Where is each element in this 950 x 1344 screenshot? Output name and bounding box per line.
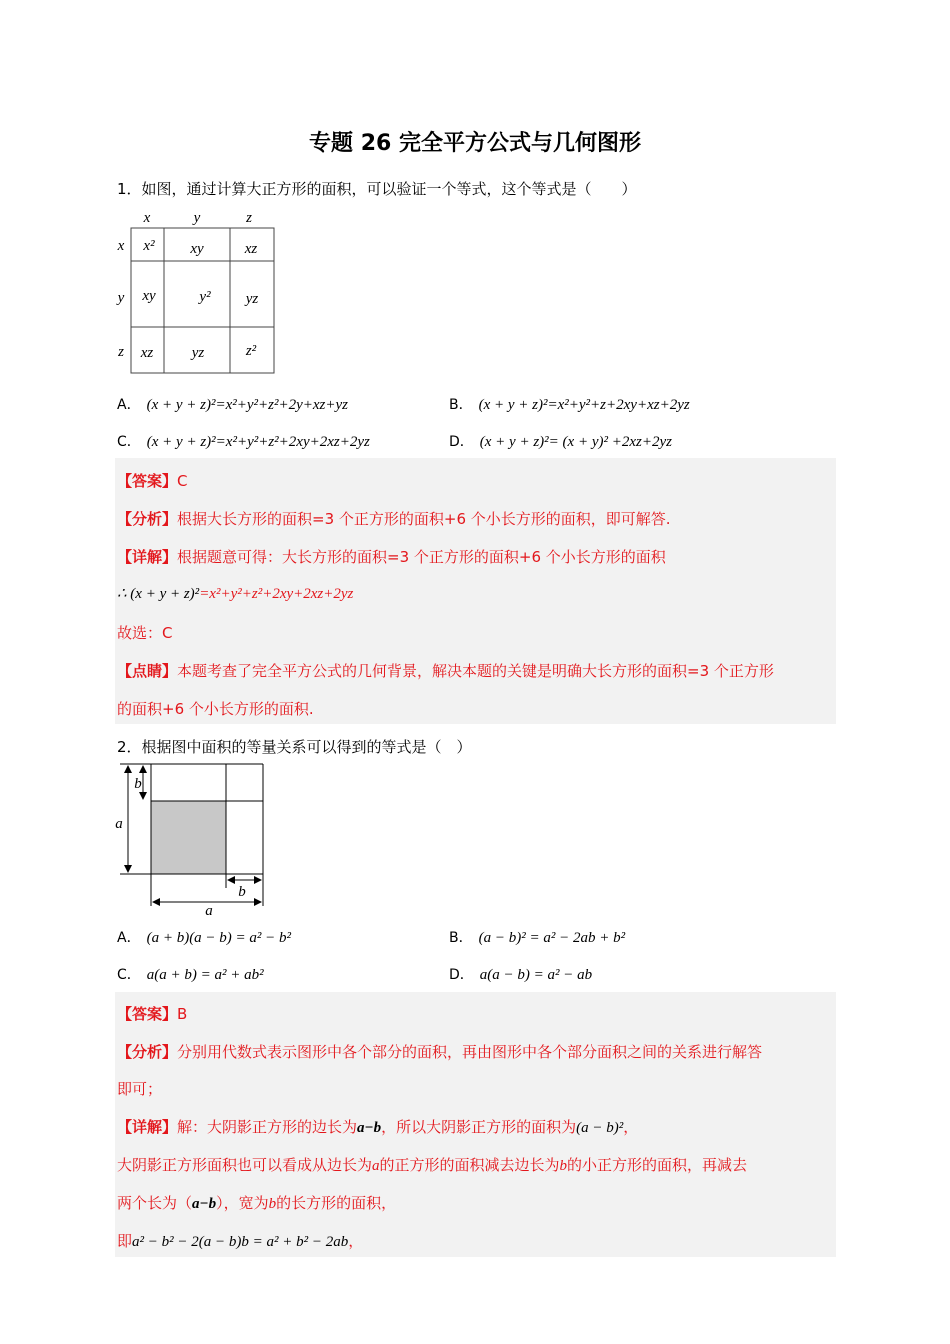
option-label: D． (449, 434, 474, 450)
option-c[interactable] (117, 964, 264, 984)
q2-detail (117, 1116, 638, 1137)
option-label: C． (117, 967, 141, 983)
question-2-stem: 2．根据图中面积的等量关系可以得到的等式是（ ） (117, 738, 472, 756)
shaded-square (151, 801, 226, 874)
option-expr: a(a − b) = a² − ab (479, 967, 593, 983)
answer-tag: 【答案】 (117, 1005, 178, 1023)
option-label: B． (449, 397, 473, 413)
detail-text: 解：大阴影正方形的边长为 (177, 1118, 358, 1136)
cell-yz: yz (191, 345, 205, 361)
cell-xz: xz (140, 345, 154, 361)
option-label: C． (117, 434, 141, 450)
q1-grid-figure (112, 206, 282, 378)
detail-text: ， (623, 1118, 639, 1136)
option-c[interactable] (117, 431, 370, 451)
q2-detail-line2 (117, 1154, 747, 1175)
q1-answer (117, 470, 188, 491)
col-label-y: y (193, 210, 201, 226)
option-label: D． (449, 967, 474, 983)
option-label: A． (117, 930, 141, 946)
detail-math: a−b (192, 1196, 217, 1212)
col-label-z: z (246, 210, 252, 226)
analysis-text: 分别用代数式表示图形中各个部分的面积，再由图形中各个部分面积之间的关系进行解答 (177, 1043, 763, 1061)
cell-x2: x² (143, 238, 155, 254)
q2-answer (117, 1003, 187, 1024)
therefore-rhs: =x²+y²+z²+2xy+2xz+2yz (199, 586, 354, 602)
detail-math: a² − b² − 2(a − b)b = a² + b² − 2ab (132, 1234, 349, 1250)
question-1-stem: 1．如图，通过计算大正方形的面积，可以验证一个等式，这个等式是（ ） (117, 180, 637, 198)
option-expr: a(a + b) = a² + ab² (146, 967, 264, 983)
option-label: B． (449, 930, 473, 946)
col-label-x: x (143, 210, 151, 226)
option-lhs: (x + y + z)² (478, 397, 548, 413)
q2-square-figure (110, 760, 270, 920)
detail-text: ，所以大阴影正方形的面积为 (381, 1118, 577, 1136)
detail-text: 的长方形的面积， (276, 1194, 397, 1212)
option-a[interactable] (117, 927, 291, 947)
detail-math: b (559, 1158, 568, 1174)
q1-detail (117, 546, 666, 567)
detail-math: a−b (357, 1120, 382, 1136)
label-a-bottom: a (205, 903, 213, 919)
q1-comment (117, 660, 774, 681)
option-rhs: = (x + y)² +2xz+2yz (548, 434, 672, 450)
detail-text: ， (348, 1232, 364, 1250)
q1-therefore (117, 584, 353, 603)
label-b-bottom: b (238, 884, 246, 900)
answer-value: C (177, 472, 188, 490)
cell-xz: xz (244, 241, 258, 257)
option-lhs: (x + y + z)² (146, 434, 216, 450)
detail-math: a (372, 1158, 380, 1174)
q1-comment-line2: 的面积+6 个小长方形的面积. (117, 700, 314, 718)
cell-y2: y² (199, 289, 211, 305)
q2-detail-line4 (117, 1230, 363, 1251)
detail-tag: 【详解】 (117, 1118, 178, 1136)
comment-tag: 【点睛】 (117, 662, 178, 680)
label-a-left: a (115, 816, 123, 832)
cell-xy: xy (142, 288, 156, 304)
q1-choice: 故选：C (117, 624, 173, 642)
detail-text: 根据题意可得：大长方形的面积=3 个正方形的面积+6 个小长方形的面积 (177, 548, 666, 566)
option-lhs: (x + y + z)² (479, 434, 549, 450)
detail-text: 的正方形的面积减去边长为 (379, 1156, 560, 1174)
cell-z2: z² (245, 343, 257, 359)
option-expr: (a + b)(a − b) = a² − b² (146, 930, 292, 946)
detail-tag: 【详解】 (117, 548, 178, 566)
comment-text: 本题考查了完全平方公式的几何背景，解决本题的关键是明确大长方形的面积=3 个正方形 (177, 662, 774, 680)
answer-tag: 【答案】 (117, 472, 178, 490)
row-label-z: z (118, 344, 124, 360)
detail-math: b (268, 1196, 277, 1212)
therefore-lhs: ∴ (x + y + z)² (117, 586, 200, 602)
label-b-top: b (134, 776, 142, 792)
row-label-y: y (117, 290, 125, 306)
option-b[interactable] (449, 927, 625, 947)
cell-yz: yz (245, 291, 259, 307)
option-b[interactable] (449, 394, 690, 414)
q2-analysis (117, 1041, 762, 1062)
detail-text: 即 (117, 1232, 133, 1250)
detail-math: (a − b)² (576, 1120, 624, 1136)
analysis-tag: 【分析】 (117, 510, 178, 528)
page-title: 专题 26 完全平方公式与几何图形 (309, 131, 641, 156)
q1-analysis (117, 508, 671, 529)
q2-analysis-line2: 即可； (117, 1080, 163, 1098)
detail-text: 的小正方形的面积，再减去 (567, 1156, 748, 1174)
answer-value: B (177, 1005, 188, 1023)
detail-text: ），宽为 (216, 1194, 269, 1212)
detail-text: 大阴影正方形面积也可以看成从边长为 (117, 1156, 373, 1174)
option-label: A． (117, 397, 141, 413)
option-rhs: =x²+y²+z+2xy+xz+2yz (547, 397, 690, 413)
detail-text: 两个长为（ (117, 1194, 193, 1212)
option-rhs: =x²+y²+z²+2xy+2xz+2yz (215, 434, 370, 450)
option-lhs: (x + y + z)² (146, 397, 216, 413)
analysis-text: 根据大长方形的面积=3 个正方形的面积+6 个小长方形的面积，即可解答. (177, 510, 671, 528)
row-label-x: x (117, 238, 125, 254)
q2-detail-line3 (117, 1192, 396, 1213)
option-expr: (a − b)² = a² − 2ab + b² (478, 930, 626, 946)
option-a[interactable] (117, 394, 348, 414)
option-rhs: =x²+y²+z²+2y+xz+yz (215, 397, 348, 413)
option-d[interactable] (449, 964, 592, 984)
cell-xy: xy (190, 241, 204, 257)
analysis-tag: 【分析】 (117, 1043, 178, 1061)
option-d[interactable] (449, 431, 672, 451)
